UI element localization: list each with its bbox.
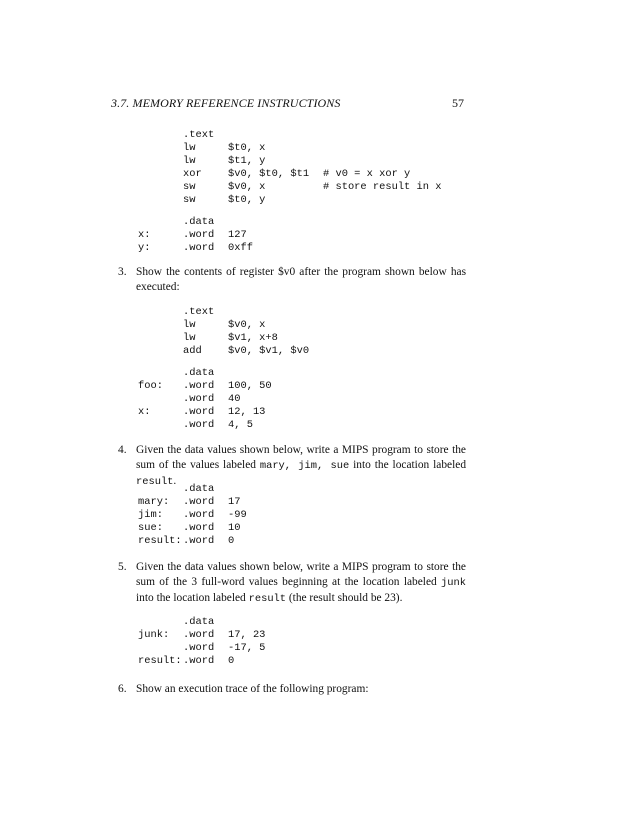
code-args: $v0, x — [228, 181, 266, 193]
code-op: lw — [183, 319, 196, 331]
code-label: result: — [138, 535, 182, 547]
problem-text-part: (the result should be 23). — [286, 592, 403, 604]
code-args: 10 — [228, 522, 241, 534]
problem-text-part: into the location labeled — [136, 592, 249, 604]
problem-text: Show the contents of register $v0 after the program shown below has executed: — [136, 266, 466, 293]
problem-5 — [118, 560, 466, 607]
code-label: jim: — [138, 509, 163, 521]
code-args: 100, 50 — [228, 380, 272, 392]
code-label: sue: — [138, 522, 163, 534]
code-args: 0xff — [228, 242, 253, 254]
code-op: sw — [183, 194, 196, 206]
code-label: x: — [138, 406, 151, 418]
code-op: .word — [183, 242, 215, 254]
problem-text-part: . — [173, 475, 177, 487]
code-op: .data — [183, 367, 215, 379]
code-args: 4, 5 — [228, 419, 253, 431]
code-op: .word — [183, 522, 215, 534]
code-args: $t0, x — [228, 142, 266, 154]
code-op: xor — [183, 168, 202, 180]
problem-4 — [118, 443, 466, 490]
inline-code: mary, jim, sue — [259, 460, 350, 472]
code-args: 17 — [228, 496, 241, 508]
code-op: .word — [183, 642, 215, 654]
problem-number: 4. — [118, 444, 127, 456]
code-label: mary: — [138, 496, 170, 508]
code-op: lw — [183, 155, 196, 167]
code-args: 40 — [228, 393, 241, 405]
code-op: .word — [183, 535, 215, 547]
code-op: .word — [183, 393, 215, 405]
code-op: .word — [183, 629, 215, 641]
code-label: y: — [138, 242, 151, 254]
code-comment: # v0 = x xor y — [323, 168, 411, 180]
code-args: 127 — [228, 229, 247, 241]
code-args: $t1, y — [228, 155, 266, 167]
code-args: 0 — [228, 535, 235, 547]
code-args: $v0, x — [228, 319, 266, 331]
code-op: .data — [183, 483, 215, 495]
problem-number: 5. — [118, 561, 127, 573]
inline-code: junk — [441, 577, 466, 589]
page-number: 57 — [452, 96, 464, 110]
code-label: x: — [138, 229, 151, 241]
running-header — [111, 96, 464, 112]
code-op: .word — [183, 655, 215, 667]
code-op: .word — [183, 419, 215, 431]
code-op: add — [183, 345, 202, 357]
code-args: $v1, x+8 — [228, 332, 278, 344]
code-op: .word — [183, 380, 215, 392]
problem-text — [136, 560, 466, 607]
code-args: 12, 13 — [228, 406, 266, 418]
code-args: 17, 23 — [228, 629, 266, 641]
section-title: 3.7. MEMORY REFERENCE INSTRUCTIONS — [111, 96, 341, 110]
code-args: -17, 5 — [228, 642, 266, 654]
problem-text-part: Given the data values shown below, write a MIPS program to store the sum of the values labeled — [136, 444, 466, 471]
problem-text-part: into the location labeled — [349, 459, 467, 471]
problem-number: 3. — [118, 266, 127, 278]
problem-text-part: Given the data values shown below, write a MIPS program to store the sum of the 3 full-word values beginning at the location labeled — [136, 561, 466, 588]
problem-6 — [118, 682, 466, 697]
code-op: .data — [183, 616, 215, 628]
problem-number: 6. — [118, 683, 127, 695]
problem-text: Show an execution trace of the following program: — [136, 683, 369, 695]
code-op: lw — [183, 332, 196, 344]
code-args: $v0, $t0, $t1 — [228, 168, 310, 180]
inline-code: result — [136, 476, 174, 488]
code-args: 0 — [228, 655, 235, 667]
code-op: .word — [183, 496, 215, 508]
code-op: .word — [183, 509, 215, 521]
code-label: foo: — [138, 380, 163, 392]
code-args: -99 — [228, 509, 247, 521]
code-args: $v0, $v1, $v0 — [228, 345, 310, 357]
code-comment: # store result in x — [323, 181, 442, 193]
code-op: .word — [183, 406, 215, 418]
code-op: .word — [183, 229, 215, 241]
code-label: junk: — [138, 629, 170, 641]
code-op: .data — [183, 216, 215, 228]
code-op: .text — [183, 129, 215, 141]
code-label: result: — [138, 655, 182, 667]
code-args: $t0, y — [228, 194, 266, 206]
code-op: lw — [183, 142, 196, 154]
code-op: .text — [183, 306, 215, 318]
problem-3 — [118, 265, 466, 295]
inline-code: result — [248, 593, 287, 605]
code-op: sw — [183, 181, 196, 193]
